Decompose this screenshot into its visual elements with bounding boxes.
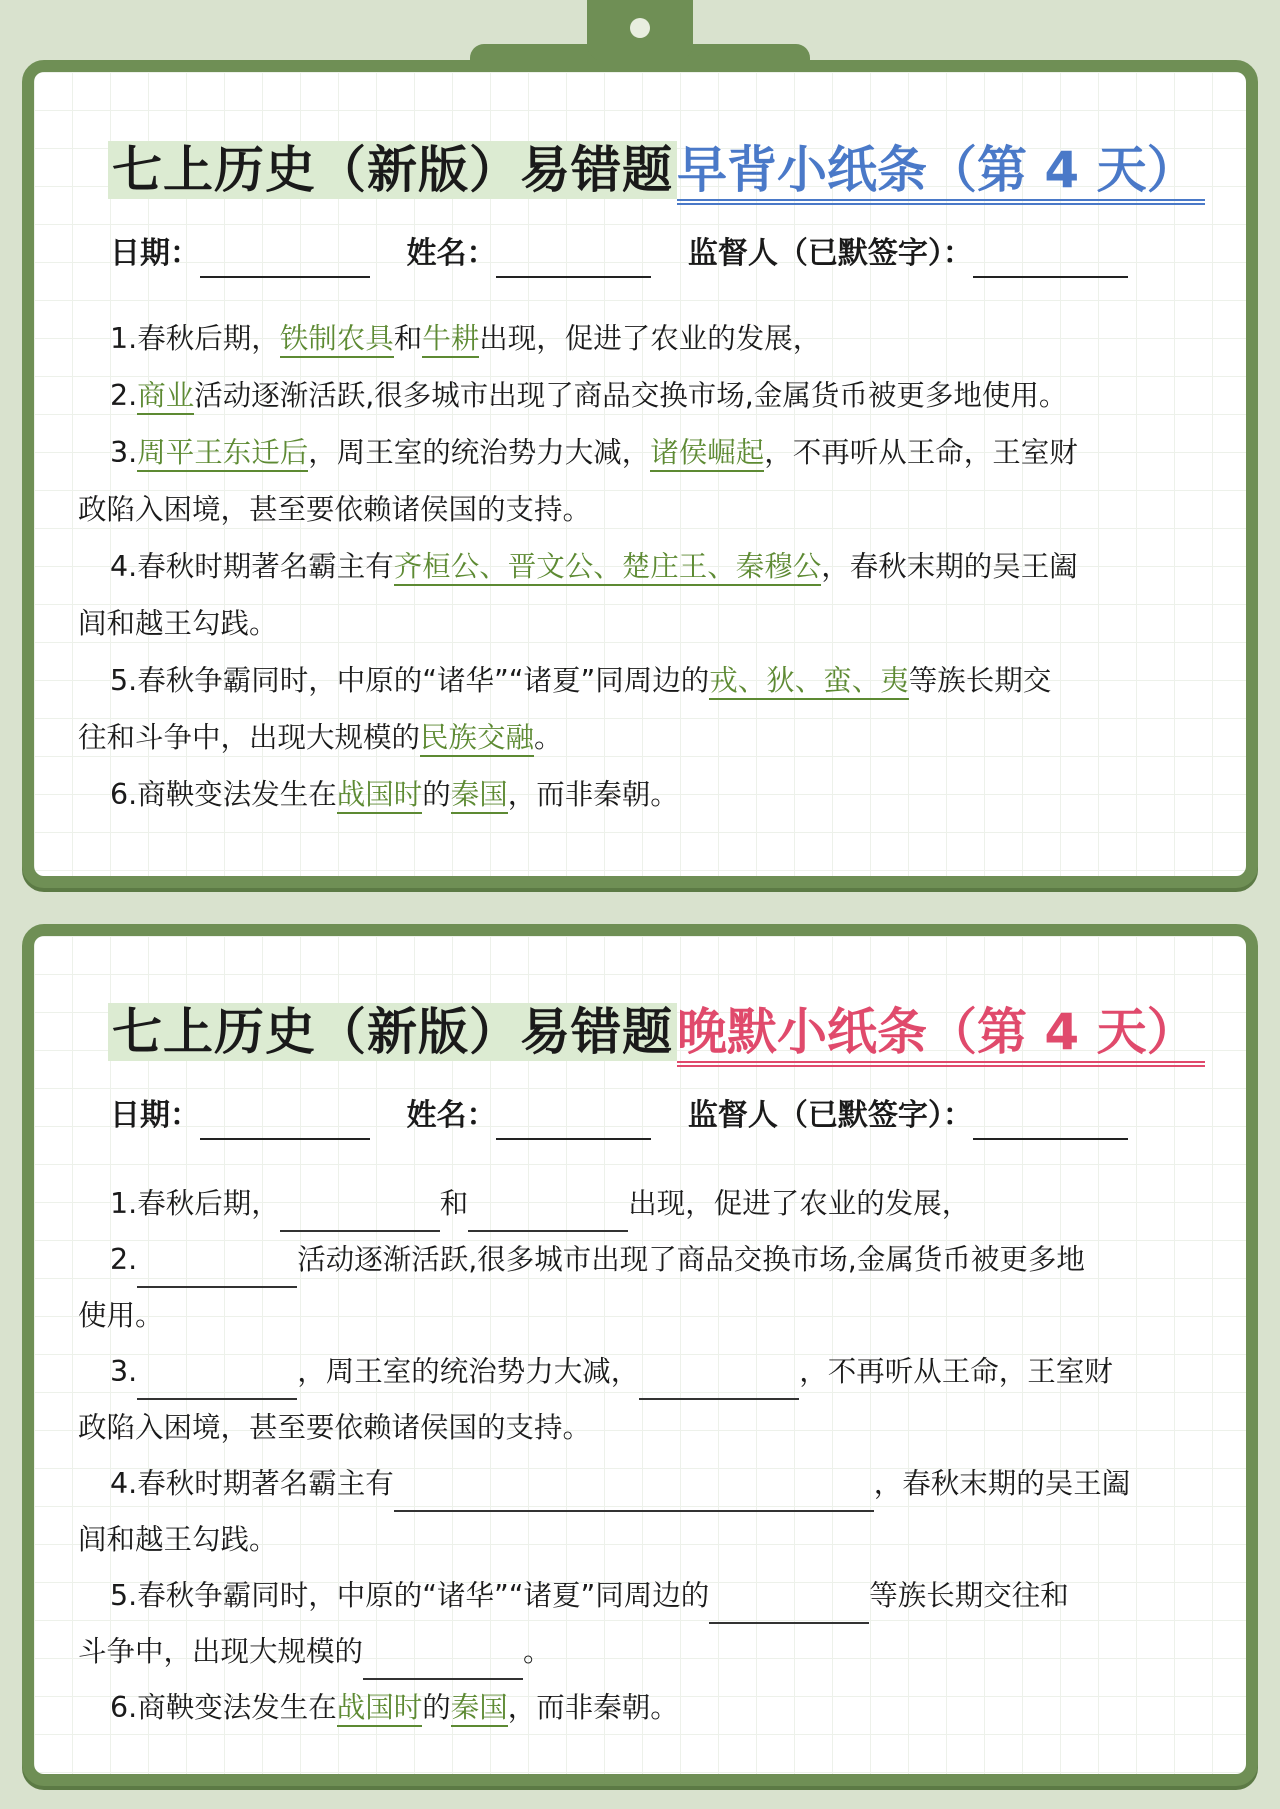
card-title [108,132,1205,208]
clip-hole [630,18,650,38]
answer-blank[interactable] [137,1362,297,1400]
answer-blank[interactable] [468,1194,628,1232]
info-row [110,230,1206,278]
title-sub: 早背小纸条（第 4 天） [677,141,1205,205]
title-sub: 晚默小纸条（第 4 天） [677,1003,1205,1067]
title-main: 七上历史（新版）易错题 [108,1003,677,1061]
list-item-continuation: 往和斗争中，出现大规模的民族交融。 [78,709,1206,766]
list-item-continuation: 闾和越王勾践。 [78,607,278,640]
answer-blank[interactable] [137,1250,297,1288]
list-item: 2. 活动逐渐活跃,很多城市出现了商品交换市场,金属货币被更多地 [78,1232,1206,1288]
list-item: 6.商鞅变法发生在战国时的秦国，而非秦朝。 [78,766,1206,823]
list-item: 3.周平王东迁后，周王室的统治势力大减，诸侯崛起，不再听从王命，王室财 [78,424,1206,481]
list-item-continuation: 政陷入困境，甚至要依赖诸侯国的支持。 [78,493,592,526]
list-item: 1.春秋后期， 和 出现，促进了农业的发展， [78,1176,1206,1232]
list-item: 3. ，周王室的统治势力大减， ，不再听从王命，王室财 [78,1344,1206,1400]
list-item-continuation: 政陷入困境，甚至要依赖诸侯国的支持。 [78,1411,592,1444]
date-field[interactable]: 日期： [110,230,370,278]
list-item: 5.春秋争霸同时，中原的“诸华”“诸夏”同周边的 等族长期交往和 [78,1568,1206,1624]
title-main: 七上历史（新版）易错题 [108,141,677,199]
card-title [108,994,1205,1070]
list-item: 6.商鞅变法发生在战国时的秦国，而非秦朝。 [78,1680,1206,1736]
item-list [78,310,1206,823]
item-list [78,1176,1206,1736]
date-field[interactable]: 日期： [110,1092,370,1140]
list-item-continuation: 使用。 [78,1299,164,1332]
list-item: 4.春秋时期著名霸主有 ，春秋末期的吴王阖 [78,1456,1206,1512]
answer-blank[interactable] [394,1474,874,1512]
answer-blank[interactable] [363,1642,523,1680]
answer-blank[interactable] [709,1586,869,1624]
answer-blank[interactable] [639,1362,799,1400]
list-item: 2.商业活动逐渐活跃,很多城市出现了商品交换市场,金属货币被更多地使用。 [78,367,1206,424]
name-field[interactable]: 姓名： [406,1092,651,1140]
list-item-continuation: 斗争中，出现大规模的 。 [78,1624,1206,1680]
morning-note-card [22,60,1258,888]
list-item-continuation: 闾和越王勾践。 [78,1523,278,1556]
list-item: 1.春秋后期，铁制农具和牛耕出现，促进了农业的发展， [78,310,1206,367]
supervisor-field[interactable]: 监督人（已默签字）： [688,230,1128,278]
supervisor-field[interactable]: 监督人（已默签字）： [688,1092,1128,1140]
name-field[interactable]: 姓名： [406,230,651,278]
answer-blank[interactable] [280,1194,440,1232]
evening-note-card [22,924,1258,1786]
info-row [110,1092,1206,1140]
list-item: 4.春秋时期著名霸主有齐桓公、晋文公、楚庄王、秦穆公，春秋末期的吴王阖 [78,538,1206,595]
list-item: 5.春秋争霸同时，中原的“诸华”“诸夏”同周边的戎、狄、蛮、夷等族长期交 [78,652,1206,709]
